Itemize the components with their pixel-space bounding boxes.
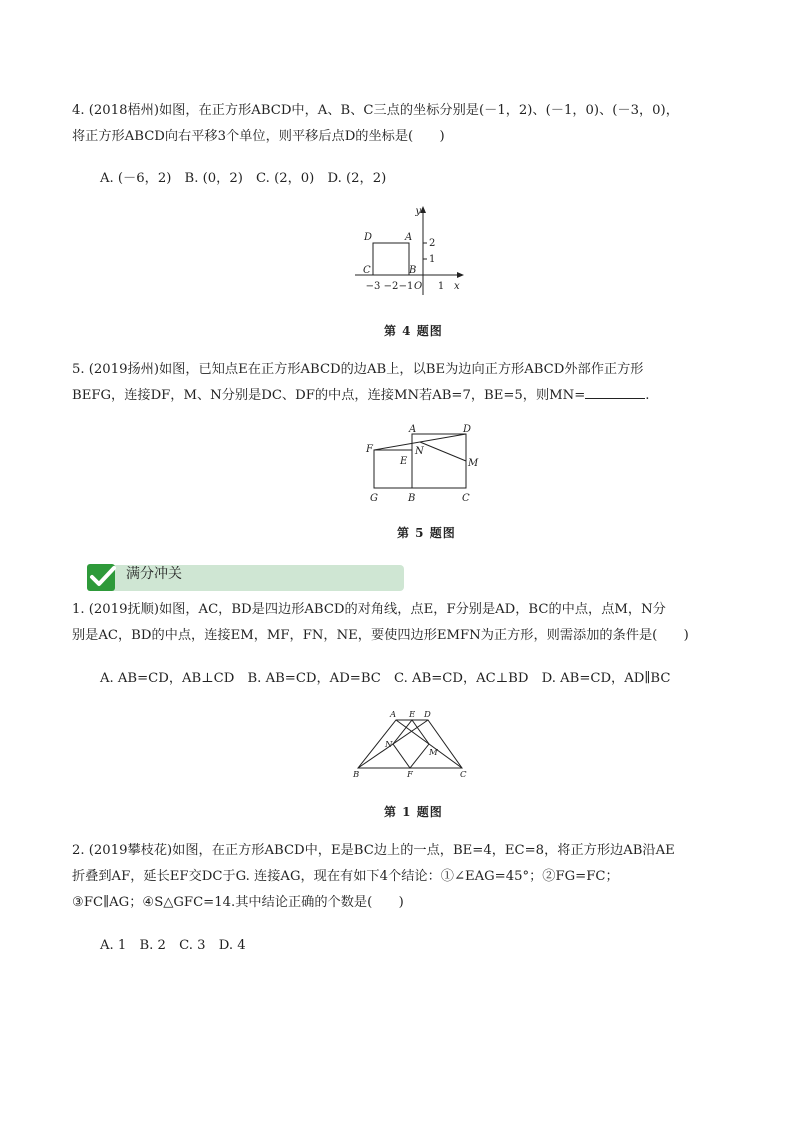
y-label: y [415, 206, 421, 217]
x-label: x [454, 281, 460, 292]
label-g: G [370, 493, 378, 504]
q5-figure [360, 420, 485, 508]
q5-caption: 第 5 题图 [397, 526, 456, 540]
label-e: E [400, 456, 408, 467]
quadrilateral-abcd [358, 720, 462, 768]
label-m: M [429, 748, 438, 758]
q4-line2: 将正方形ABCD向右平移3个单位，则平移后点D的坐标是( ) [72, 129, 445, 144]
q4-line1: 4. (2018梧州)如图，在正方形ABCD中，A、B、C三点的坐标分别是(－1，2)、(－1，0)、(－3，0)， [72, 103, 679, 118]
p2-line3: ③FC∥AG；④S△GFC=14.其中结论正确的个数是( ) [72, 895, 404, 910]
q5-line1: 5. (2019扬州)如图，已知点E在正方形ABCD的边AB上，以BE为边向正方形ABCD外部作正方形 [72, 362, 644, 377]
p1-line2: 别是AC，BD的中点，连接EM，MF，FN，NE，要使四边形EMFN为正方形，则需添加的条件是( ) [72, 628, 689, 643]
section-banner [86, 562, 404, 592]
p1-options: A. AB=CD，AB⊥CD B. AB=CD，AD=BC C. AB=CD，AC⊥BD D. AB=CD，AD∥BC [100, 671, 671, 686]
square-abcd [373, 243, 409, 275]
label-a: A [390, 710, 397, 720]
label-d: D [364, 232, 373, 243]
label-c: C [462, 493, 470, 504]
xtick-neg2: −2 [383, 281, 399, 292]
segment-mn [420, 442, 466, 461]
label-a: A [405, 232, 413, 243]
q4-figure [350, 200, 470, 300]
label-c: C [363, 265, 371, 276]
label-d: D [463, 424, 472, 435]
xtick-neg1: −1 [398, 281, 414, 292]
label-c: C [460, 770, 467, 780]
label-n: N [415, 446, 424, 457]
q5-line2-end: . [645, 388, 650, 403]
quadrilateral-emfn [393, 720, 429, 768]
p1-figure [350, 705, 470, 780]
q4-caption: 第 4 题图 [384, 324, 443, 338]
label-o: O [414, 281, 423, 292]
label-b: B [409, 265, 417, 276]
label-f: F [366, 444, 373, 455]
ytick-1: 1 [429, 254, 436, 265]
p1-line1: 1. (2019抚顺)如图，AC，BD是四边形ABCD的对角线，点E，F分别是AD，BC的中点，点M，N分 [72, 602, 666, 617]
label-a: A [409, 424, 417, 435]
label-m: M [468, 458, 479, 469]
label-b: B [408, 493, 416, 504]
label-b: B [353, 770, 360, 780]
p2-line2: 折叠到AF，延长EF交DC于G. 连接AG，现在有如下4个结论：①∠EAG=45°；②FG=FC； [72, 869, 619, 884]
xtick-neg3: −3 [365, 281, 381, 292]
label-e: E [409, 710, 416, 720]
answer-blank [585, 386, 645, 399]
p1-caption: 第 1 题图 [384, 805, 443, 819]
label-n: N [385, 740, 393, 750]
q4-options: A. (－6，2) B. (0，2) C. (2，0) D. (2，2) [100, 171, 387, 186]
p2-line1: 2. (2019攀枝花)如图，在正方形ABCD中，E是BC边上的一点，BE=4，EC=8，将正方形边AB沿AE [72, 843, 675, 858]
xtick-1: 1 [437, 281, 445, 292]
p2-options: A. 1 B. 2 C. 3 D. 4 [100, 938, 246, 953]
q5-line2 [72, 383, 724, 409]
checkmark-icon [86, 562, 120, 592]
label-d: D [424, 710, 431, 720]
x-arrow [457, 272, 464, 278]
section-title: 满分冲关 [126, 566, 182, 582]
label-f: F [407, 770, 413, 780]
ytick-2: 2 [429, 238, 436, 249]
q5-line2-text: BEFG，连接DF，M、N分别是DC、DF的中点，连接MN若AB=7，BE=5，则MN= [72, 388, 586, 403]
